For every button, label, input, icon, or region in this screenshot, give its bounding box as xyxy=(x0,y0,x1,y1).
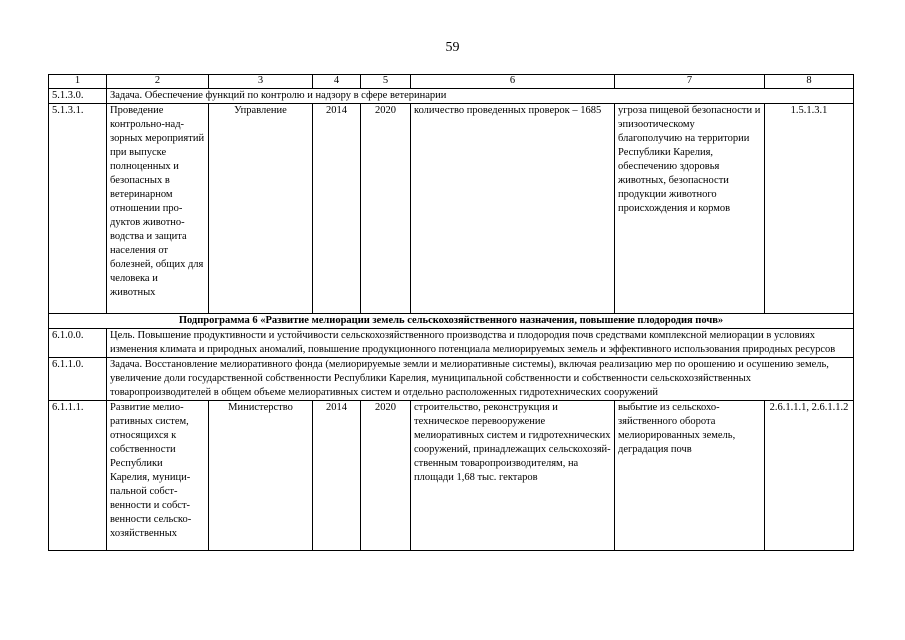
row-text: Цель. Повышение продуктивности и устойчивости сельскохозяйственного производства и плодородия почв средствами комплексной мелиорации в условиях изменения климата и природных аномалий, повышение продукционного потенциала мелиорируемых земель и эффективного использования природных ресурсов xyxy=(107,329,854,358)
risk-consequence: выбытие из сельскохозяйственного оборота мелиорированных земель, деградация почв xyxy=(615,401,765,551)
row-code: 6.1.1.1. xyxy=(49,401,107,551)
table-row-goal-6100 xyxy=(49,329,854,358)
subprogram-heading-row xyxy=(49,314,854,329)
row-code: 5.1.3.0. xyxy=(49,89,107,104)
executor: Управление xyxy=(209,104,313,314)
table-row-item-6111 xyxy=(49,401,854,551)
header-col-3: 3 xyxy=(209,75,313,89)
indicator-link: 1.5.1.3.1 xyxy=(765,104,854,314)
start-year: 2014 xyxy=(313,401,361,551)
table-row-item-5131 xyxy=(49,104,854,314)
header-col-2: 2 xyxy=(107,75,209,89)
table-row-task-5130 xyxy=(49,89,854,104)
page-number: 59 xyxy=(445,40,460,55)
header-col-4: 4 xyxy=(313,75,361,89)
row-code: 6.1.0.0. xyxy=(49,329,107,358)
row-text: Задача. Восстановление мелиоративного фонда (мелиорируемые земли и мелиоративные системы), включая реализацию мер по орошению и осушению земель, увеличение доли государственной собственности Республики Карелия, муниципальной собственности и собственности сельскохозяйственных товаропроизводителей в общем объеме мелиоративных систем и отдельно расположенных гидротехнических сооружений xyxy=(107,358,854,401)
header-col-8: 8 xyxy=(765,75,854,89)
header-col-7: 7 xyxy=(615,75,765,89)
start-year: 2014 xyxy=(313,104,361,314)
executor: Министерство xyxy=(209,401,313,551)
program-table xyxy=(48,74,854,551)
indicator-link: 2.6.1.1.1, 2.6.1.1.2 xyxy=(765,401,854,551)
risk-consequence: угроза пищевой безопасности и эпизоотическому благополучию на территории Республики Карелия, обеспечению здоровья животных, безопасности продукции животного происхождения и кормов xyxy=(615,104,765,314)
header-col-1: 1 xyxy=(49,75,107,89)
end-year: 2020 xyxy=(361,401,411,551)
header-row xyxy=(49,75,854,89)
end-year: 2020 xyxy=(361,104,411,314)
header-col-6: 6 xyxy=(411,75,615,89)
expected-result: количество проведенных проверок – 1685 xyxy=(411,104,615,314)
row-text: Задача. Обеспечение функций по контролю и надзору в сфере ветеринарии xyxy=(107,89,854,104)
measure-name: Развитие мелиоративных систем, относящихся к собственности Республики Карелия, муниципальной собственности и собственности сельскохозяйственных xyxy=(107,401,209,551)
subprogram-title: Подпрограмма 6 «Развитие мелиорации земель сельскохозяйственного назначения, повышение плодородия почв» xyxy=(49,314,854,329)
measure-name: Проведение контрольно-надзорных мероприятий при выпуске полноценных и безопасных в ветеринарном отношении продуктов животноводства и защита населения от болезней, общих для человека и животных xyxy=(107,104,209,314)
row-code: 5.1.3.1. xyxy=(49,104,107,314)
table-row-task-6110 xyxy=(49,358,854,401)
header-col-5: 5 xyxy=(361,75,411,89)
row-code: 6.1.1.0. xyxy=(49,358,107,401)
expected-result: строительство, реконструкция и техническое перевооружение мелиоративных систем и гидротехнических сооружений, принадлежащих сельскохозяйственным товаропроизводителям, на площади 1,68 тыс. гектаров xyxy=(411,401,615,551)
